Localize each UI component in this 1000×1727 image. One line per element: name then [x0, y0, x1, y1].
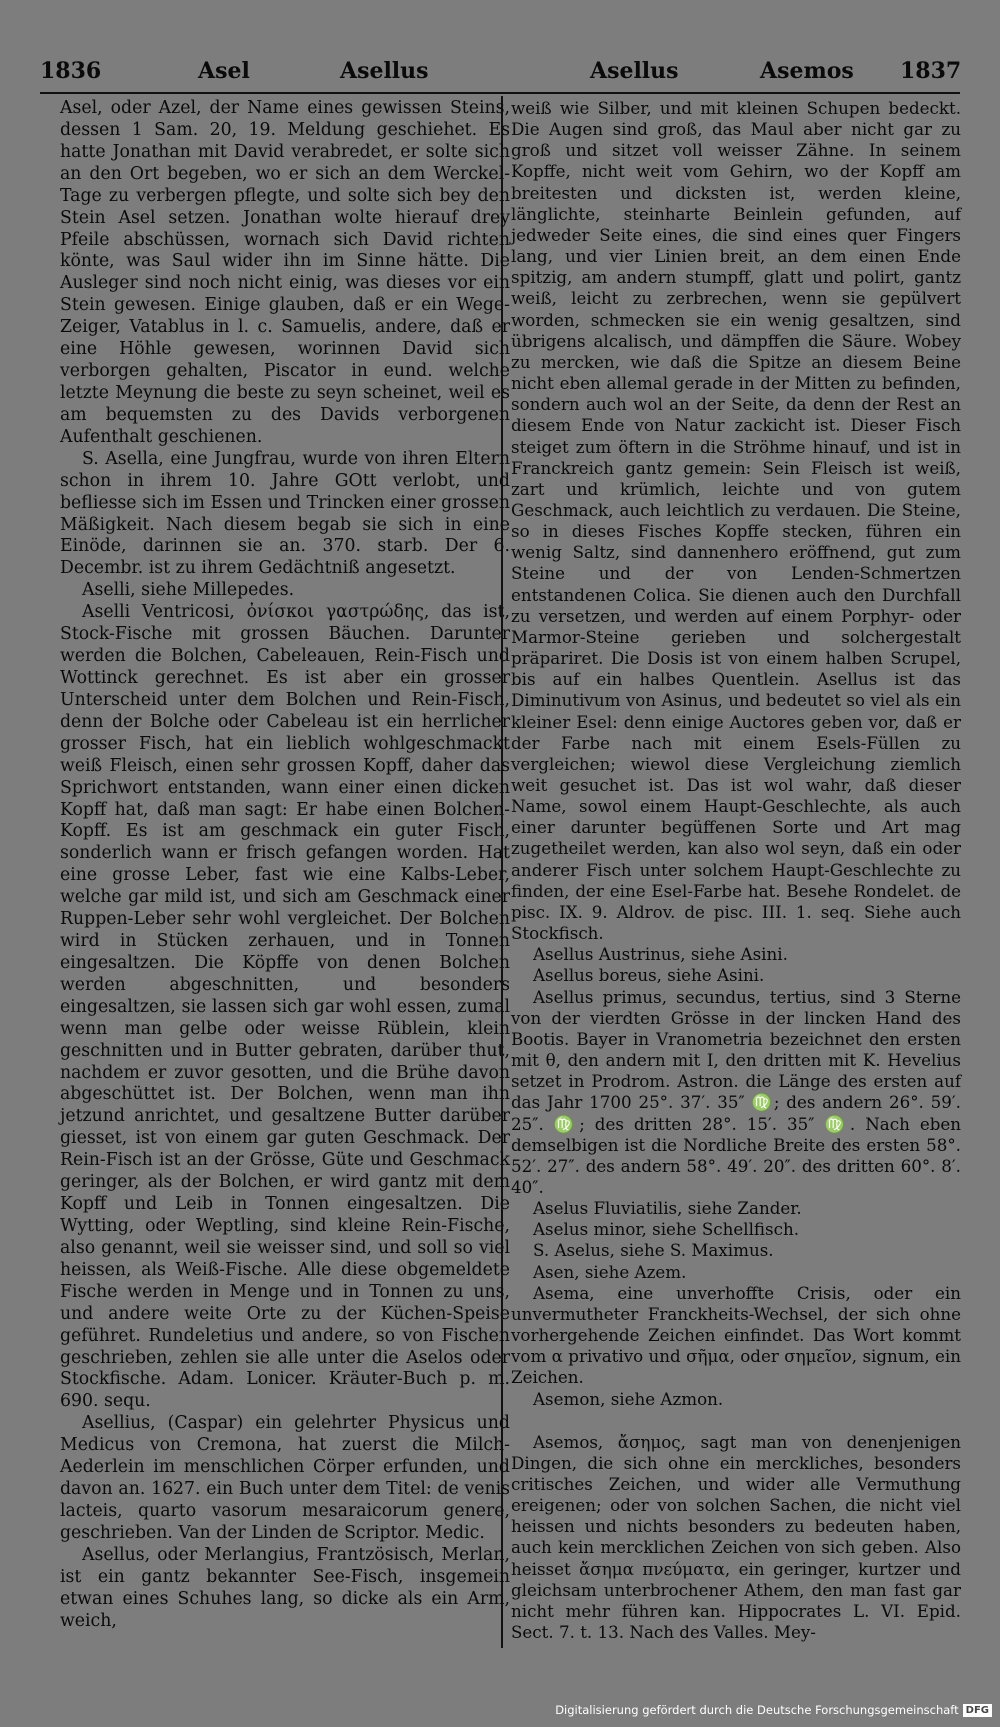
dfg-logo: DFG	[963, 1704, 992, 1717]
digitization-footer	[555, 1701, 992, 1719]
running-head-3: Asellus	[590, 58, 679, 84]
running-head-1: Asel	[198, 58, 250, 84]
entry-s-asella: S. Asella, eine Jungfrau, wurde von ihren Eltern schon in ihrem 10. Jahre GOtt verlobt, und befliesse sich im Essen und Trincken einer grossen Mäßigkeit. Nach diesem begab sie sich in eine Einöde, darinnen sie an. 370. starb. Der 6. Decembr. ist zu ihrem Gedächtniß angesetzt.	[60, 448, 510, 579]
entry-asellus-boreus: Asellus boreus, siehe Asini.	[533, 965, 765, 986]
entry-aselus-minor: Aselus minor, siehe Schellfisch.	[533, 1219, 800, 1240]
entry-s-aselus: S. Aselus, siehe S. Maximus.	[533, 1240, 774, 1261]
right-column	[511, 98, 961, 1643]
section-gap	[511, 1410, 961, 1432]
entry-asen: Asen, siehe Azem.	[533, 1261, 687, 1282]
page-number-right: 1837	[900, 58, 962, 84]
page-header	[40, 52, 960, 92]
running-head-2: Asellus	[340, 58, 429, 84]
header-rule	[40, 92, 960, 94]
left-column	[60, 98, 510, 1633]
running-head-4: Asemos	[760, 58, 854, 84]
entry-asellus-primus: Asellus primus, secundus, tertius, sind 3 Sterne von der vierdten Grösse in der lincken Hand des Bootis. Bayer in Vranometria bezeichnet den ersten mit θ, den andern mit I, den dritten mit K. Hevelius setzet in Prodrom. Astron. die Länge des ersten auf das Jahr 1700 25°. 37′. 35″ ♍; des andern 26°. 59′. 25″. ♍; des dritten 28°. 15′. 35″ ♍. Nach eben demselbigen ist die Nordliche Breite des ersten 58°. 52′. 27″. des andern 58°. 49′. 20″. des dritten 60°. 8′. 40″.	[511, 986, 961, 1197]
entry-asel: Asel, oder Azel, der Name eines gewissen Steins, dessen 1 Sam. 20, 19. Meldung geschiehet. Es hatte Jonathan mit David verabredet, er solte sich an den Ort begeben, wo er sich an dem Werckel-Tage zu verbergen pflegte, und solte sich bey den Stein Asel setzen. Jonathan wolte hierauf drey Pfeile abschüssen, wornach sich David richten könte, was Saul wider ihn im Sinne hätte. Die Ausleger sind noch nicht einig, was dieses vor ein Stein gewesen. Einige glauben, daß er ein Wege-Zeiger, Vatablus in l. c. Samuelis, andere, daß er eine Höhle gewesen, worinnen David sich verborgen gehalten, Piscator in eund. welche letzte Meynung die beste zu seyn scheinet, weil es am bequemsten zu des Davids verborgenen Aufenthalt geschienen.	[60, 98, 510, 447]
entry-aselli-ventricosi: Aselli Ventricosi, ὀνίσκοι γαστρώδης, das ist, Stock-Fische mit grossen Bäuchen. Darunter werden die Bolchen, Cabeleauen, Rein-Fisch und Wottinck gerechnet. Es ist aber ein grosser Unterscheid unter dem Bolchen und Rein-Fisch, denn der Bolche oder Cabeleau ist ein herrlicher grosser Fisch, hat ein lieblich wohlgeschmackt weiß Fleisch, einen sehr grossen Kopff, daher das Sprichwort entstanden, wann einer einen dicken Kopff hat, daß man sagt: Er habe einen Bolchen-Kopff. Es ist am geschmack ein guter Fisch, sonderlich wann er frisch gefangen worden. Hat eine grosse Leber, fast wie eine Kalbs-Leber, welche gar mild ist, und sich am Geschmack einer Ruppen-Leber sehr wohl vergleichet. Der Bolchen wird in Stücken zerhauen, und in Tonnen eingesaltzen. Die Köpffe von denen Bolchen werden abgeschnitten, und besonders eingesaltzen, sie lassen sich gar wohl essen, zumal wenn man gelbe oder weisse Rüblein, klein geschnitten und in Butter gebraten, darüber thut, nachdem er zuvor gesotten, und die Brühe davon abgeschüttet ist. Der Bolchen, wenn man ihn jetzund anrichtet, und gesaltzene Butter darüber giesset, ist von einem gar guten Geschmack. Der Rein-Fisch ist an der Grösse, Güte und Geschmack geringer, als der Bolchen, er wird gantz mit dem Kopff und Leib in Tonnen eingesaltzen. Die Wytting, oder Weptling, sind kleine Rein-Fische, also genannt, weil sie weisser sind, und soll so viel heissen, als Weiß-Fische. Alle diese obgemeldete Fische werden in Menge und in Tonnen zu uns, und andere weite Orte zu der Küchen-Speise geführet. Rundeletius und andere, so von Fischen geschrieben, zehlen sie alle unter die Aselos oder Stockfische. Adam. Lonicer. Kräuter-Buch p. m. 690. sequ.	[60, 602, 510, 1412]
entry-asemos: Asemos, ἄσημος, sagt man von denenjenigen Dingen, die sich ohne ein merckliches, besonders critisches Zeichen, und wider alle Vermuthung ereigenen; oder von solchen Sachen, die nicht viel heissen und nichts besonders zu bedeuten haben, auch kein mercklichen Zeichen von sich geben. Also heisset ἄσημα πνεύματα, ein geringer, kurtzer und gleichsam unterbrochener Athem, den man fast gar nicht mehr führen kan. Hippocrates L. VI. Epid. Sect. 7. t. 13. Nach des Valles. Mey-	[511, 1431, 961, 1643]
footer-credit: Digitalisierung gefördert durch die Deutsche Forschungsgemeinschaft	[555, 1703, 959, 1717]
entry-asellus-austrinus: Asellus Austrinus, siehe Asini.	[533, 944, 788, 965]
page-number-left: 1836	[40, 58, 102, 84]
entry-aselus-fluviatilis: Aselus Fluviatilis, siehe Zander.	[533, 1198, 802, 1219]
entry-asemon: Asemon, siehe Azmon.	[533, 1388, 724, 1409]
entry-asema: Asema, eine unverhoffte Crisis, oder ein unvermutheter Franckheits-Wechsel, der sich ohne vorhergehende Zeichen einfindet. Das Wort kommt vom α privativo und σῆμα, oder σημεῖον, signum, ein Zeichen.	[511, 1282, 961, 1388]
entry-aselli: Aselli, siehe Millepedes.	[82, 580, 295, 601]
entry-asellus: Asellus, oder Merlangius, Frantzösisch, Merlan, ist ein gantz bekannter See-Fisch, insgemein etwan eines Schuhes lang, so dicke als ein Arm, weich,	[60, 1544, 510, 1631]
entry-asellius: Asellius, (Caspar) ein gelehrter Physicus und Medicus von Cremona, hat zuerst die Milch-Aederlein im menschlichen Cörper erfunden, und davon an. 1627. ein Buch unter dem Titel: de venis lacteis, quarto vasorum mesaraicorum genere, geschrieben. Van der Linden de Scriptor. Medic.	[60, 1413, 510, 1543]
entry-asellus-continued: weiß wie Silber, und mit kleinen Schupen bedeckt. Die Augen sind groß, das Maul aber nicht gar zu groß und sitzet voll weisser Zähne. In seinem Kopffe, nicht weit vom Gehirn, wo der Kopff am breitesten und dicksten ist, werden kleine, länglichte, steinharte Beinlein gefunden, auf jedweder Seite eines, die sind eines quer Fingers lang, und vier Linien breit, an dem einen Ende spitzig, am andern stumpff, glatt und polirt, gantz weiß, leicht zu zerbrechen, wenn sie gepülvert worden, schmecken sie ein wenig gesaltzen, sind übrigens alcalisch, und dämpffen die Säure. Wobey zu mercken, wie daß die Spitze an diesem Beine nicht eben allemal gerade in der Mitten zu befinden, sondern auch wol an der Seite, da denn der Rest an diesem Ende von Natur zackicht ist. Dieser Fisch steiget zum öftern in die Ströhme hinauf, und ist in Franckreich gantz gemein: Sein Fleisch ist weiß, zart und krümlich, leichte und von gutem Geschmack, auch leichtlich zu verdauen. Die Steine, so in dieses Fisches Kopffe stecken, führen ein wenig Saltz, sind dannenhero eröffnend, gut zum Steine und der von Lenden-Schmertzen entstandenen Colica. Sie dienen auch den Durchfall zu versetzen, und werden auf einem Porphyr- oder Marmor-Steine gerieben und solchergestalt präpariret. Die Dosis ist von einem halben Scrupel, bis auf ein halbes Quentlein. Asellus ist das Diminutivum von Asinus, und bedeutet so viel als ein kleiner Esel: denn einige Auctores geben vor, daß er der Farbe nach mit einem Esels-Füllen zu vergleichen; wiewol diese Vergleichung ziemlich weit gesuchet ist. Das ist wol wahr, daß dieser Name, sowol einem Haupt-Geschlechte, als auch einer darunter begüffenen Sorte und Art mag zugetheilet werden, kan also wol seyn, daß ein oder anderer Fisch unter solchem Haupt-Geschlechte zu finden, der eine Esel-Farbe hat. Besehe Rondelet. de pisc. IX. 9. Aldrov. de pisc. III. 1. seq. Siehe auch Stockfisch.	[511, 98, 961, 944]
